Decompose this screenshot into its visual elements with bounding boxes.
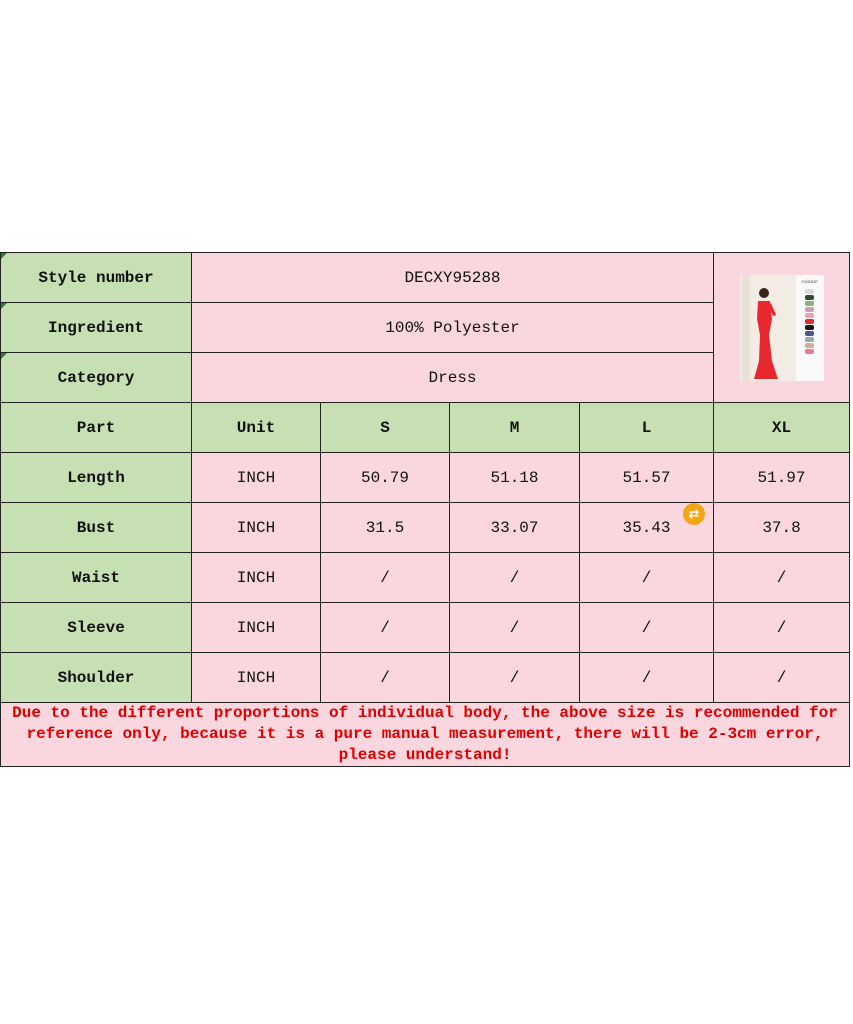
- dress-photo: [740, 275, 796, 381]
- colour-swatch: [805, 319, 814, 324]
- ingredient-label: Ingredient: [1, 303, 192, 353]
- product-thumbnail: [740, 275, 824, 381]
- colour-swatch: [805, 325, 814, 330]
- value-cell-xl: /: [714, 653, 850, 703]
- value-cell-s: /: [321, 603, 450, 653]
- colour-swatch: [805, 343, 814, 348]
- colour-swatch: [805, 313, 814, 318]
- value-cell-l: /: [580, 553, 714, 603]
- part-label: Length: [1, 453, 192, 503]
- value-cell-xl: 51.97: [714, 453, 850, 503]
- value-cell-xl: /: [714, 553, 850, 603]
- product-image-cell: [714, 253, 850, 403]
- convert-arrows-icon[interactable]: ⇄: [683, 503, 705, 525]
- part-label: Sleeve: [1, 603, 192, 653]
- style-number-value: DECXY95288: [192, 253, 714, 303]
- colour-label: colour: [801, 278, 818, 285]
- value-cell-m: /: [450, 603, 580, 653]
- colour-swatch: [805, 295, 814, 300]
- value-cell-s: /: [321, 653, 450, 703]
- red-dress-figure: [740, 275, 796, 381]
- style-number-label: Style number: [1, 253, 192, 303]
- category-label: Category: [1, 353, 192, 403]
- value-cell-l: /: [580, 653, 714, 703]
- size-chart-table: [0, 252, 850, 767]
- value-cell-m: 33.07: [450, 503, 580, 553]
- part-label: Shoulder: [1, 653, 192, 703]
- style-number-row: [1, 253, 850, 303]
- swatch-list: [805, 288, 814, 355]
- unit-cell: INCH: [192, 653, 321, 703]
- value-cell-s: 50.79: [321, 453, 450, 503]
- value-cell-s: /: [321, 553, 450, 603]
- shoulder-row: [1, 653, 850, 703]
- colour-swatch: [805, 307, 814, 312]
- unit-cell: INCH: [192, 603, 321, 653]
- unit-cell: INCH: [192, 453, 321, 503]
- colour-swatch: [805, 289, 814, 294]
- length-row: [1, 453, 850, 503]
- ingredient-value: 100% Polyester: [192, 303, 714, 353]
- part-label: Waist: [1, 553, 192, 603]
- colour-swatch: [805, 349, 814, 354]
- header-part: Part: [1, 403, 192, 453]
- header-row: [1, 403, 850, 453]
- waist-row: [1, 553, 850, 603]
- colour-swatch: [805, 331, 814, 336]
- value-cell-xl: 37.8: [714, 503, 850, 553]
- value-cell-l: /: [580, 603, 714, 653]
- category-value: Dress: [192, 353, 714, 403]
- bust-row: [1, 503, 850, 553]
- size-disclaimer-note: Due to the different proportions of individual body, the above size is recommended for reference only, because it is a pure manual measurement, there will be 2-3cm error, please understand!: [1, 703, 850, 767]
- value-cell-m: 51.18: [450, 453, 580, 503]
- value-cell-m: /: [450, 653, 580, 703]
- value-cell-s: 31.5: [321, 503, 450, 553]
- header-size-s: S: [321, 403, 450, 453]
- value-cell-m: /: [450, 553, 580, 603]
- header-size-xl: XL: [714, 403, 850, 453]
- colour-swatch: [805, 301, 814, 306]
- sleeve-row: [1, 603, 850, 653]
- header-size-l: L: [580, 403, 714, 453]
- unit-cell: INCH: [192, 503, 321, 553]
- header-size-m: M: [450, 403, 580, 453]
- part-label: Bust: [1, 503, 192, 553]
- value-cell-xl: /: [714, 603, 850, 653]
- colour-swatch-panel: [796, 275, 824, 381]
- unit-cell: INCH: [192, 553, 321, 603]
- value-cell-l: 51.57: [580, 453, 714, 503]
- colour-swatch: [805, 337, 814, 342]
- header-unit: Unit: [192, 403, 321, 453]
- value-cell-l: 35.43: [580, 503, 714, 553]
- note-row: [1, 703, 850, 767]
